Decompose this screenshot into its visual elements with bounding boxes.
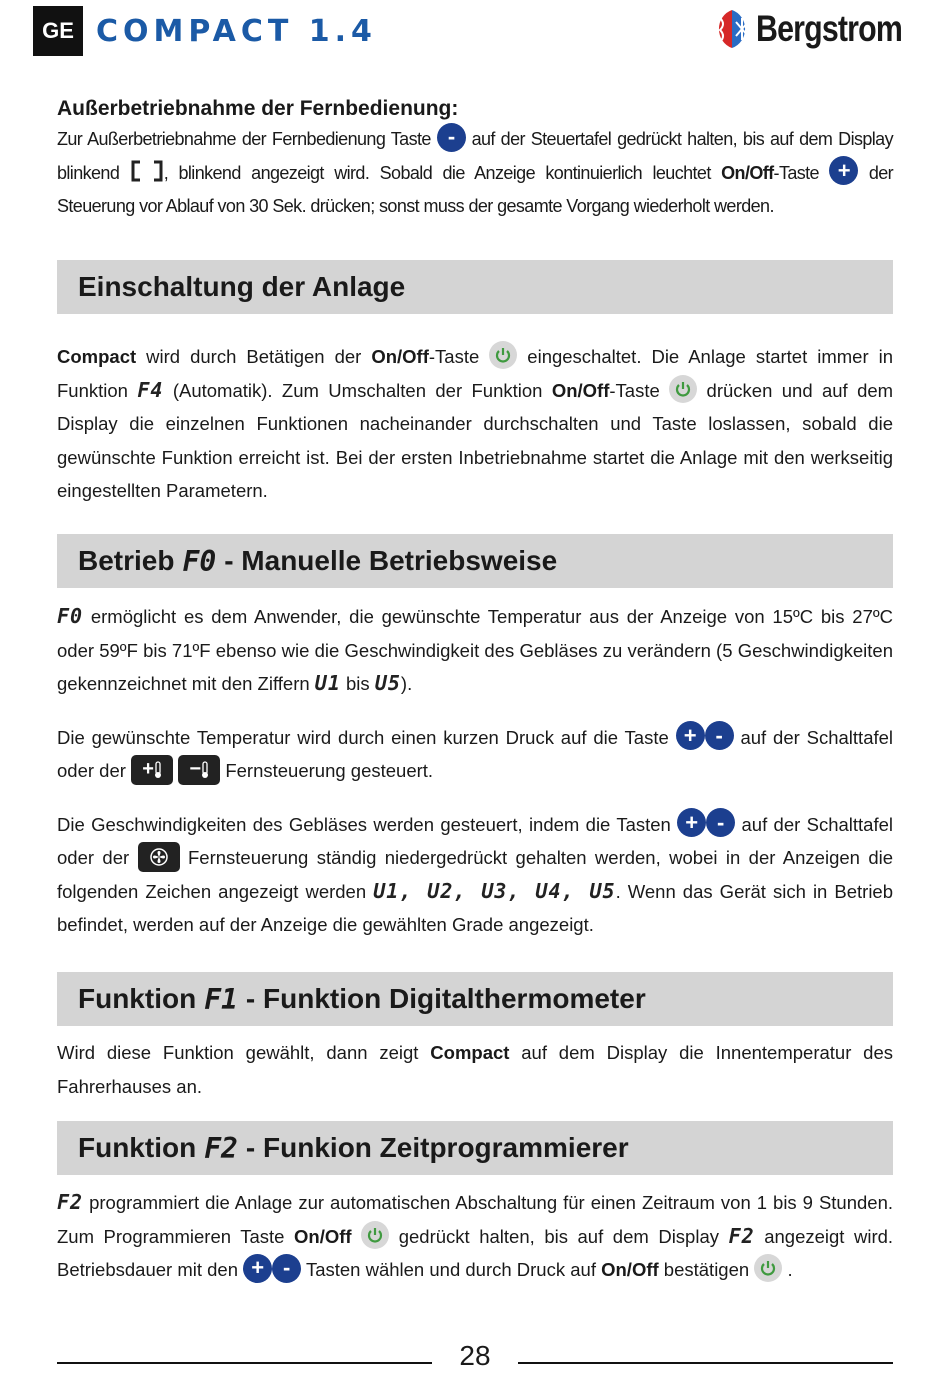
betrieb-section — [57, 600, 893, 942]
compact-label: Compact — [57, 346, 137, 367]
text-fragment: auf dem Display die Innentemperatur des Fahrerhauses an. — [57, 1042, 894, 1097]
text-fragment: , blinkend angezeigt wird. Sobald die Anzeige kontinuierlich leuchtet — [163, 162, 711, 183]
onoff-label: On/Off — [551, 379, 610, 401]
power-button-icon — [489, 341, 517, 369]
onoff-label: On/Off — [371, 346, 429, 367]
power-button-icon — [754, 1254, 782, 1282]
text-fragment: drücken und auf dem Display die einzelnen Funktionen nacheinander durchschalten und Taste loslassen, sobald die gewünschte Funktion erreicht ist. Bei der ersten Inbetriebnahme startet die Anlage mit den werkseitig eingestellten Parametern. — [57, 379, 894, 501]
plus-button-icon: + — [829, 156, 858, 185]
text-fragment: Zur Außerbetriebnahme der Fernbedienung Taste — [57, 129, 431, 149]
f1-section — [57, 1036, 893, 1103]
text-fragment: (Automatik). Zum Umschalten der Funktion — [172, 379, 543, 401]
text-fragment: auf der Steuertafel gedrückt halten, bis auf dem Display blinkend — [57, 129, 893, 183]
text-fragment: wird durch Betätigen der — [146, 346, 362, 367]
power-button-icon — [669, 375, 697, 403]
text-fragment: -Taste — [773, 162, 819, 183]
text-fragment: auf der Schalttafel oder der — [57, 813, 893, 868]
display-code-u1: U1 — [314, 671, 341, 695]
text-fragment: Fernsteuerung gesteuert. — [225, 760, 434, 781]
blinking-brackets-icon — [130, 160, 164, 182]
display-code-f4: F4 — [137, 377, 164, 402]
f1-text — [57, 1036, 893, 1103]
display-code-f2: F2 — [204, 1131, 238, 1165]
minus-button-icon: - — [437, 123, 466, 152]
power-button-icon — [361, 1221, 389, 1249]
section-title: Funktion — [78, 983, 197, 1014]
remote-temp-plus-icon: + — [131, 755, 173, 785]
text-fragment: bis — [346, 673, 370, 694]
section-title: Einschaltung der Anlage — [78, 271, 406, 302]
display-code-f0: F0 — [57, 604, 84, 628]
remote-fan-icon — [138, 842, 180, 872]
text-fragment: Fernsteuerung ständig niedergedrückt gehalten werden, wobei in der Anzeigen die folgenden Zeichen angezeigt werden — [57, 847, 894, 902]
footer-rule-left — [57, 1362, 432, 1364]
text-fragment: -Taste — [428, 346, 480, 367]
remote-off-text — [57, 123, 893, 224]
section-title: Betrieb — [78, 545, 175, 576]
remote-off-title: Außerbetriebnahme der Fernbedienung: — [57, 97, 459, 120]
text-fragment: Die Geschwindigkeiten des Gebläses werden gesteuert, indem die Tasten — [57, 813, 671, 835]
page-header — [0, 0, 950, 64]
brand-emblem-icon — [712, 8, 752, 50]
display-code-f1: F1 — [204, 982, 238, 1016]
text-fragment: -Taste — [609, 379, 660, 401]
text-fragment: ermöglicht es dem Anwender, die gewünschte Temperatur aus der Anzeige von 15ºC bis 27ºC oder 59ºF bis 71ºF ebenso wie die Geschwindigkeit des Gebläses zu verändern (5 Geschwindigkeiten gekennzeichnet mit den Ziffern — [57, 606, 893, 694]
text-fragment: bestätigen — [663, 1259, 750, 1280]
text-fragment: Tasten wählen und durch Druck auf — [305, 1259, 596, 1280]
plus-button-icon: + — [243, 1254, 272, 1283]
minus-button-icon: - — [706, 808, 735, 837]
onoff-label: On/Off — [294, 1225, 352, 1247]
brand-logo — [712, 8, 902, 50]
betrieb-para-3 — [57, 808, 893, 942]
einschaltung-section — [57, 340, 893, 508]
text-fragment: ). — [400, 673, 413, 694]
onoff-label: On/Off — [601, 1259, 659, 1280]
display-code-u5: U5 — [374, 671, 401, 695]
text-fragment: eingeschaltet. Die Anlage startet immer in Funktion — [57, 346, 894, 401]
remote-off-section — [57, 95, 893, 224]
section-subtitle: - Funktion Digitalthermometer — [245, 983, 646, 1014]
text-fragment: programmiert die Anlage zur automatischen Abschaltung für einen Zeitraum von 1 bis 9 Stunden. Zum Programmieren Taste — [57, 1192, 894, 1247]
section-title: Funktion — [78, 1132, 197, 1163]
page-number: 28 — [459, 1340, 491, 1371]
text-fragment: . Wenn das Gerät sich in Betrieb befindet, werden auf der Anzeige die gewählten Grade angezeigt. — [57, 880, 894, 935]
section-subtitle: - Manuelle Betriebsweise — [224, 545, 558, 576]
brand-name: Bergstrom — [755, 8, 902, 49]
text-fragment: gedrückt halten, bis auf dem Display — [398, 1225, 719, 1247]
betrieb-para-2 — [57, 721, 893, 788]
display-codes-speeds: U1, U2, U3, U4, U5 — [373, 878, 616, 903]
text-fragment: Wird diese Funktion gewählt, dann zeigt — [57, 1042, 419, 1063]
section-bar-f2 — [57, 1121, 893, 1175]
remote-temp-minus-icon: − — [178, 755, 220, 785]
section-subtitle: - Funkion Zeitprogrammierer — [245, 1132, 629, 1163]
language-badge: GE — [33, 6, 83, 56]
section-bar-betrieb — [57, 534, 893, 588]
f2-section — [57, 1186, 893, 1287]
display-code-f2: F2 — [57, 1190, 84, 1214]
display-code-f0: F0 — [182, 544, 217, 578]
plus-button-icon: + — [676, 721, 705, 750]
compact-label: Compact — [430, 1042, 510, 1063]
text-fragment: Die gewünschte Temperatur wird durch einen kurzen Druck auf die Taste — [57, 726, 669, 748]
minus-button-icon: - — [272, 1254, 301, 1283]
minus-button-icon: - — [705, 721, 734, 750]
display-code-f2: F2 — [728, 1223, 755, 1248]
f2-text — [57, 1186, 893, 1287]
betrieb-para-1 — [57, 600, 893, 701]
onoff-label: On/Off — [721, 162, 774, 183]
section-bar-einschaltung — [57, 260, 893, 314]
section-bar-f1 — [57, 972, 893, 1026]
text-fragment: . — [787, 1259, 793, 1280]
text-fragment: auf der Schalttafel oder der — [57, 726, 894, 781]
einschaltung-text — [57, 340, 893, 508]
footer-rule-right — [518, 1362, 893, 1364]
text-fragment: der Steuerung vor Ablauf von 30 Sek. drücken; sonst muss der gesamte Vorgang wiederholt werden. — [57, 162, 894, 216]
product-title: COMPACT 1.4 — [96, 14, 377, 49]
plus-button-icon: + — [677, 808, 706, 837]
text-fragment: angezeigt wird. Betriebsdauer mit den — [57, 1225, 894, 1280]
